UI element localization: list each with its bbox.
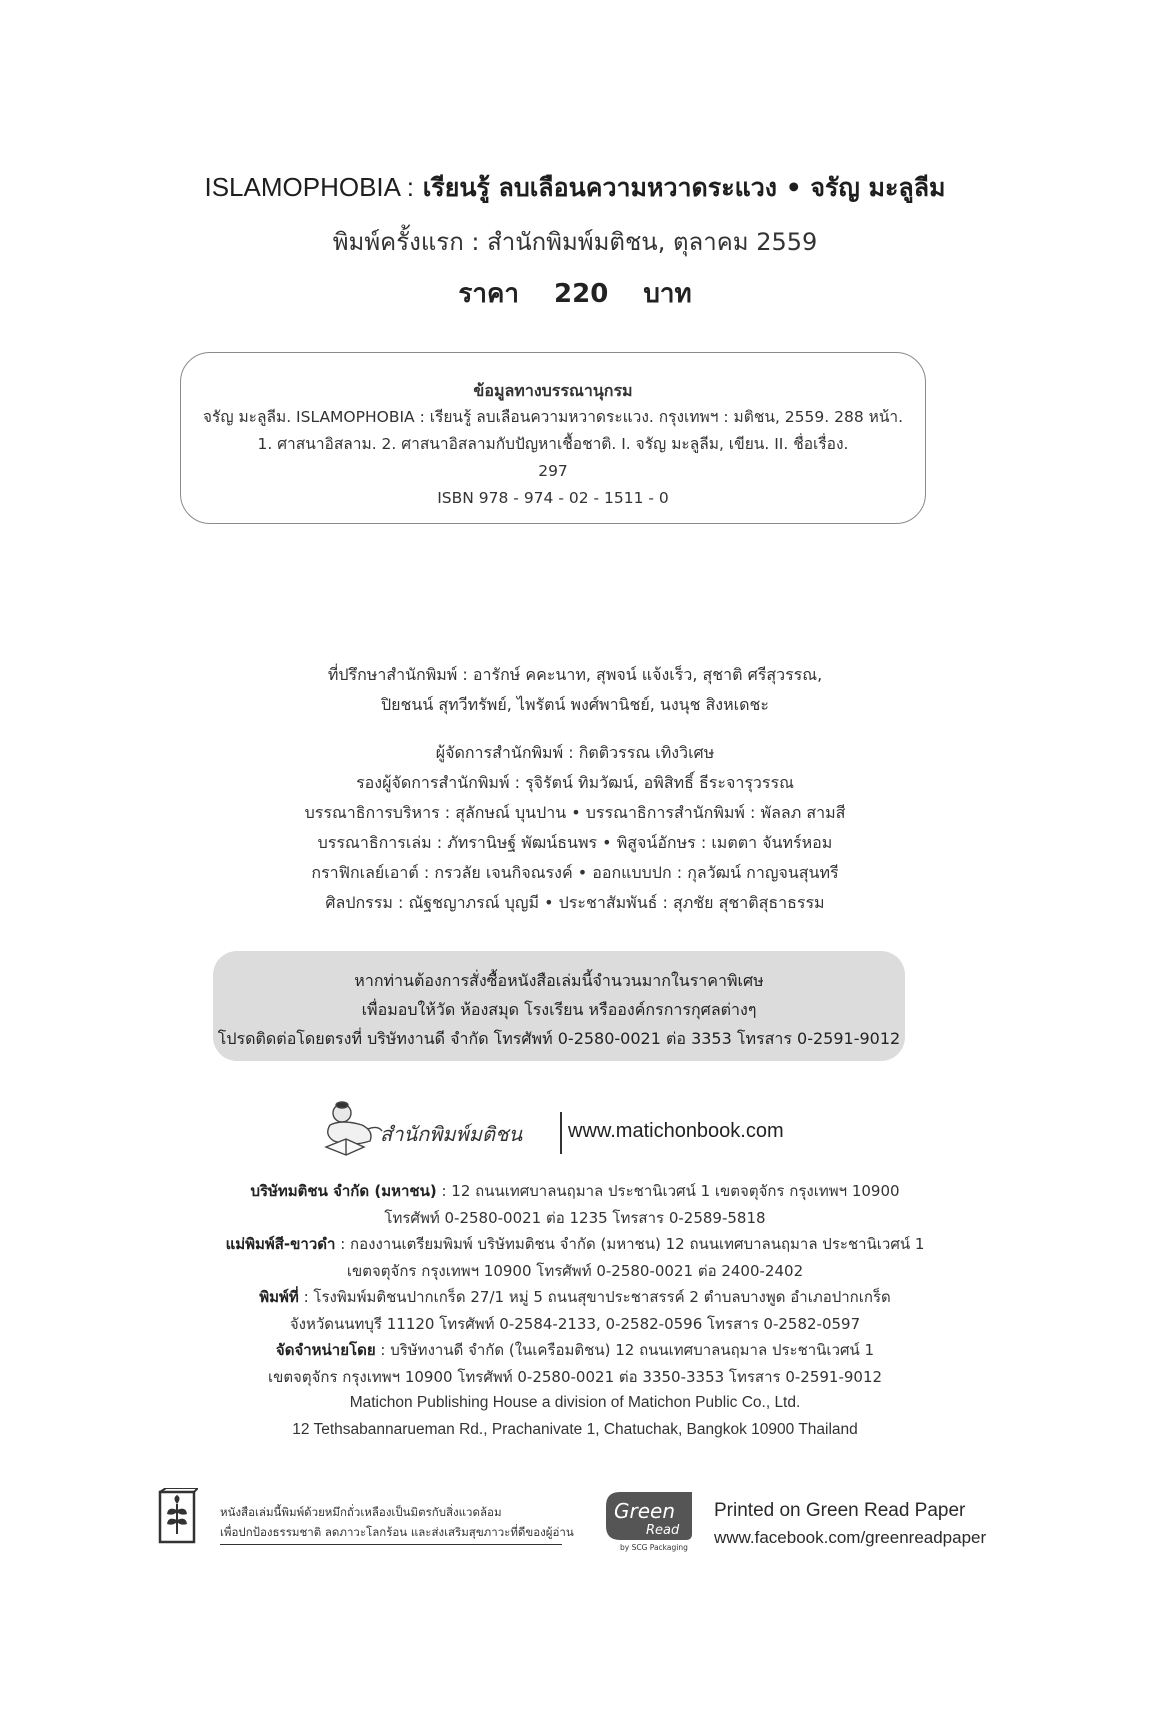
plate-address: : กองงานเตรียมพิมพ์ บริษัทมติชน จำกัด (มหาชน) 12 ถนนเทศบาลนฤมาล ประชานิเวศน์ 1 bbox=[340, 1235, 925, 1253]
staff-line: ผู้จัดการสำนักพิมพ์ : กิตติวรรณ เทิงวิเศษ bbox=[435, 743, 715, 762]
print-label: พิมพ์ที่ bbox=[259, 1288, 299, 1306]
eco-underline bbox=[220, 1544, 562, 1545]
edition-line: พิมพ์ครั้งแรก : สำนักพิมพ์มติชน, ตุลาคม 2559 bbox=[332, 228, 818, 256]
distribution-label: จัดจำหน่ายโดย bbox=[275, 1341, 376, 1359]
cataloging-line: 1. ศาสนาอิสลาม. 2. ศาสนาอิสลามกับปัญหาเชื้อชาติ. I. จรัญ มะลูลีม, เขียน. II. ชื่อเรื่อง. bbox=[257, 435, 849, 453]
print-phone: จังหวัดนนทบุรี 11120 โทรศัพท์ 0-2584-2133, 0-2582-0596 โทรสาร 0-2582-0597 bbox=[289, 1314, 861, 1333]
distribution-phone: เขตจตุจักร กรุงเทพฯ 10900 โทรศัพท์ 0-2580-0021 ต่อ 3350-3353 โทรสาร 0-2591-9012 bbox=[267, 1367, 883, 1386]
staff-line: บรรณาธิการบริหาร : สุลักษณ์ บุนปาน • บรรณาธิการสำนักพิมพ์ : พัลลภ สามสี bbox=[304, 803, 846, 822]
order-line: หากท่านต้องการสั่งซื้อหนังสือเล่มนี้จำนวนมากในราคาพิเศษ bbox=[354, 971, 764, 990]
cataloging-heading: ข้อมูลทางบรรณานุกรม bbox=[473, 381, 633, 400]
printed-on-line: Printed on Green Read Paper bbox=[714, 1500, 966, 1521]
english-publisher-line: Matichon Publishing House a division of Matichon Public Co., Ltd. bbox=[349, 1394, 801, 1411]
plate-phone: เขตจตุจักร กรุงเทพฯ 10900 โทรศัพท์ 0-2580-0021 ต่อ 2400-2402 bbox=[346, 1261, 804, 1280]
facebook-line: www.facebook.com/greenreadpaper bbox=[714, 1528, 987, 1547]
print-address: : โรงพิมพ์มติชนปากเกร็ด 27/1 หมู่ 5 ถนนสุขาประชาสรรค์ 2 ตำบลบางพูด อำเภอปากเกร็ด bbox=[303, 1288, 891, 1306]
company-phone: โทรศัพท์ 0-2580-0021 ต่อ 1235 โทรสาร 0-2589-5818 bbox=[384, 1208, 766, 1227]
title-thai: เรียนรู้ ลบเลือนความหวาดระแวง • จรัญ มะลูลีม bbox=[422, 173, 946, 202]
read-logo-word: Read bbox=[646, 1523, 680, 1538]
distribution-address: : บริษัทงานดี จำกัด (ในเครือมติชน) 12 ถนนเทศบาลนฤมาล ประชานิเวศน์ 1 bbox=[380, 1341, 875, 1359]
eco-line: หนังสือเล่มนี้พิมพ์ด้วยหมึกถั่วเหลืองเป็นมิตรกับสิ่งแวดล้อม bbox=[220, 1505, 502, 1519]
order-line: โปรดติดต่อโดยตรงที่ บริษัทงานดี จำกัด โทรศัพท์ 0-2580-0021 ต่อ 3353 โทรสาร 0-2591-9012 bbox=[217, 1029, 901, 1048]
title-latin: ISLAMOPHOBIA : bbox=[204, 172, 414, 202]
company-label: บริษัทมติชน จำกัด (มหาชน) bbox=[250, 1182, 437, 1200]
green-logo-word: Green bbox=[614, 1499, 676, 1523]
isbn-line: ISBN 978 - 974 - 02 - 1511 - 0 bbox=[437, 489, 669, 507]
staff-line: กราฟิกเลย์เอาต์ : กรวลัย เจนกิจณรงค์ • ออกแบบปก : กุลวัฒน์ กาญจนสุนทรี bbox=[311, 863, 839, 882]
advisors-line: ที่ปรึกษาสำนักพิมพ์ : อารักษ์ คคะนาท, สุพจน์ แจ้งเร็ว, สุชาติ ศรีสุวรรณ, bbox=[327, 665, 823, 684]
bulk-order-box bbox=[213, 951, 905, 1061]
green-read-logo bbox=[600, 1488, 700, 1552]
publisher-website: www.matichonbook.com bbox=[568, 1120, 784, 1142]
staff-credits bbox=[0, 660, 1150, 918]
staff-line: รองผู้จัดการสำนักพิมพ์ : รุจิรัตน์ ทิมวัฒน์, อพิสิทธิ์ ธีระจารุวรรณ bbox=[356, 773, 794, 792]
address-block bbox=[0, 1178, 1150, 1443]
eco-book-leaf-icon bbox=[158, 1488, 198, 1544]
publisher-script-logo: สำนักพิมพ์มติชน bbox=[380, 1122, 523, 1146]
cataloging-box bbox=[180, 352, 926, 524]
price-value: 220 bbox=[554, 279, 609, 309]
logo-divider bbox=[560, 1112, 562, 1154]
matichon-publisher-logo bbox=[312, 1095, 574, 1165]
green-read-text bbox=[714, 1497, 986, 1551]
price-unit: บาท bbox=[643, 279, 692, 309]
reading-child-illustration bbox=[326, 1102, 382, 1155]
book-title bbox=[0, 168, 1150, 208]
price-line bbox=[0, 273, 1150, 314]
company-address: : 12 ถนนเทศบาลนฤมาล ประชานิเวศน์ 1 เขตจตุจักร กรุงเทพฯ 10900 bbox=[441, 1182, 900, 1200]
cataloging-line: จรัญ มะลูลีม. ISLAMOPHOBIA : เรียนรู้ ลบเลือนความหวาดระแวง. กรุงเทพฯ : มติชน, 2559. 288 หน้า. bbox=[202, 408, 904, 426]
order-line: เพื่อมอบให้วัด ห้องสมุด โรงเรียน หรือองค์กรการกุศลต่างๆ bbox=[361, 1000, 757, 1019]
scg-by-line: by SCG Packaging bbox=[620, 1543, 688, 1552]
eco-line: เพื่อปกป้องธรรมชาติ ลดภาวะโลกร้อน และส่งเสริมสุขภาวะที่ดีของผู้อ่าน bbox=[220, 1525, 574, 1539]
staff-line: บรรณาธิการเล่ม : ภัทรานิษฐ์ พัฒน์ธนพร • พิสูจน์อักษร : เมตตา จันทร์หอม bbox=[317, 833, 833, 852]
plate-label: แม่พิมพ์สี-ขาวดำ bbox=[225, 1235, 336, 1253]
english-address-line: 12 Tethsabannarueman Rd., Prachanivate 1, Chatuchak, Bangkok 10900 Thailand bbox=[292, 1420, 858, 1438]
price-label: ราคา bbox=[458, 279, 519, 309]
cataloging-line: 297 bbox=[538, 462, 568, 480]
advisors-line: ปิยชนน์ สุทวีทรัพย์, ไพรัตน์ พงศ์พานิชย์, นงนุช สิงหเดชะ bbox=[381, 695, 769, 714]
eco-statement bbox=[220, 1502, 574, 1542]
staff-line: ศิลปกรรม : ณัฐชญาภรณ์ บุญมี • ประชาสัมพันธ์ : สุภชัย สุชาติสุธาธรรม bbox=[325, 893, 825, 912]
